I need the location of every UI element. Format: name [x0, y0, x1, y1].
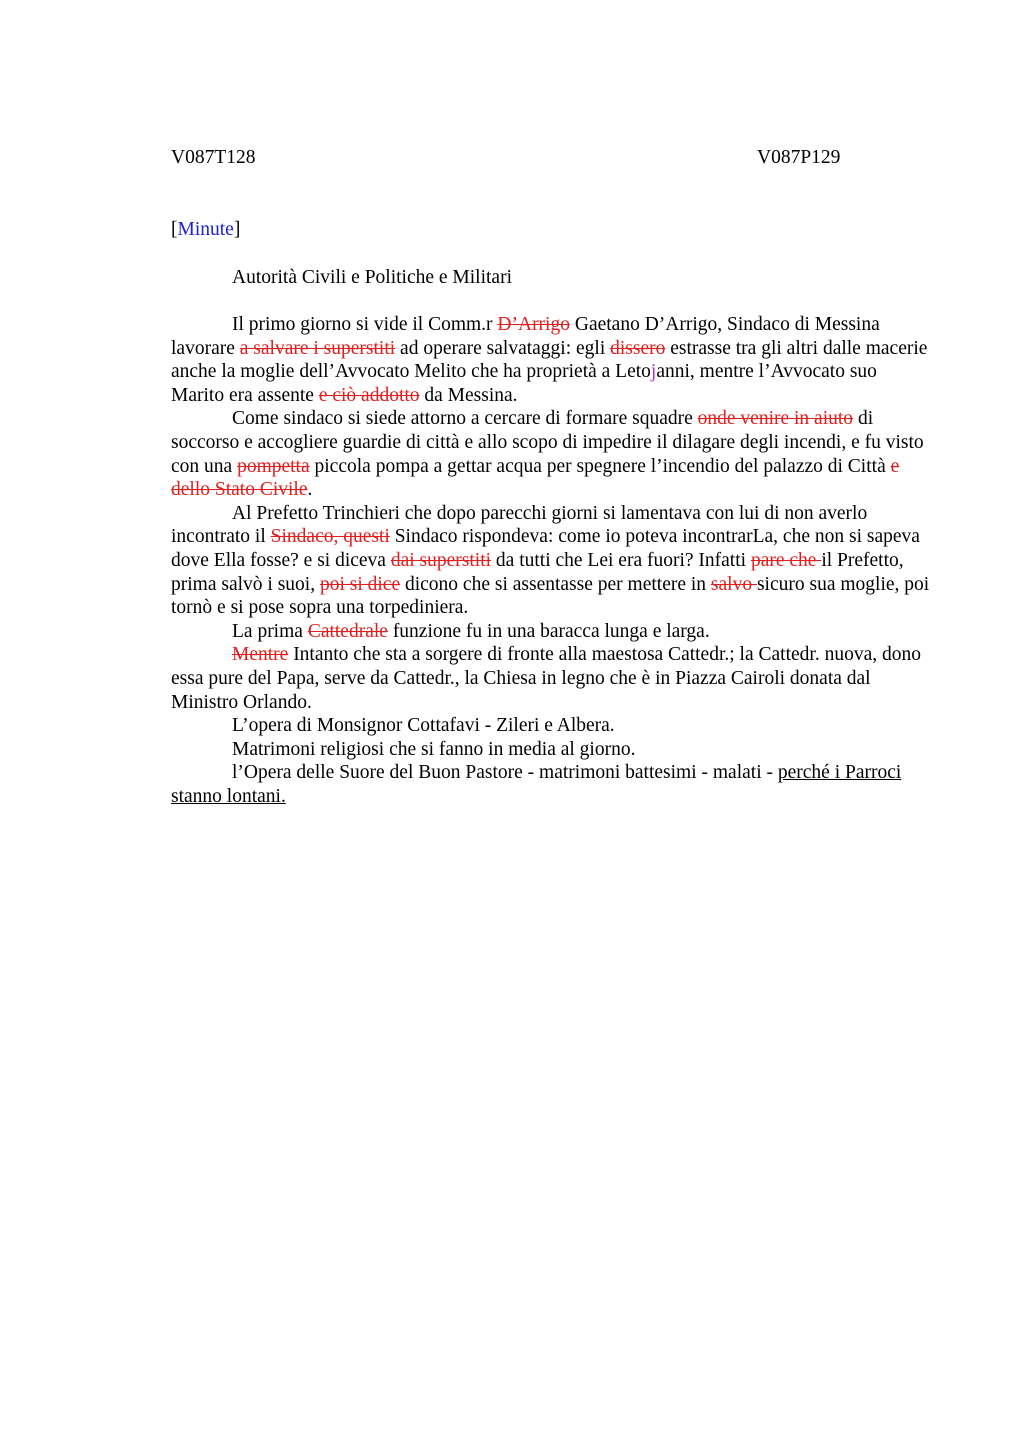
deleted-text: dissero	[610, 337, 666, 359]
text-segment: La prima	[232, 620, 308, 642]
text-segment: Gaetano D’Arrigo, Sindaco di Messina lavorare	[171, 314, 880, 359]
deleted-text: pare che	[750, 549, 822, 571]
text-segment: da Messina.	[419, 384, 518, 406]
text-segment: estrasse tra gli altri dalle macerie anche la moglie dell’Avvocato Melito che ha proprietà a Leto	[171, 337, 928, 383]
text-segment: piccola pompa a gettar acqua per spegnere l’incendio del palazzo di Città	[309, 455, 891, 477]
paragraph	[171, 502, 931, 620]
text-segment: dicono che si assentasse per mettere in	[400, 573, 711, 595]
underlined-text: perché i Parroci stanno lontani.	[171, 762, 902, 807]
minute-open-bracket: [	[171, 219, 178, 240]
minute-label: Minute	[177, 219, 234, 240]
deleted-text: D’Arrigo	[497, 314, 570, 335]
deleted-text: Sindaco, questi	[270, 526, 390, 548]
deleted-text: dai superstiti	[390, 549, 492, 571]
text-segment: di soccorso e accogliere guardie di città e allo scopo di impedire il dilagare degli incendi, e fu visto con una	[171, 408, 924, 477]
paragraph	[171, 643, 931, 714]
deleted-text: e dello Stato Civile	[171, 455, 900, 501]
text-segment: L’opera di Monsignor Cottafavi - Zileri e Albera.	[232, 715, 615, 737]
text-segment: l’Opera delle Suore del Buon Pastore - matrimoni battesimi - malati -	[232, 762, 778, 784]
reference-code-left: V087T128	[171, 147, 256, 168]
deleted-text: pompetta	[237, 455, 310, 477]
deleted-text: poi si dice	[319, 573, 401, 595]
paragraph	[171, 620, 931, 644]
text-segment: Matrimoni religiosi che si fanno in media al giorno.	[232, 738, 636, 760]
text-segment: sicuro sua moglie, poi tornò e si pose sopra una torpediniera.	[171, 573, 930, 619]
text-segment: Al Prefetto Trinchieri che dopo parecchi giorni si lamentava con lui di non averlo incontrato il	[171, 502, 868, 548]
deleted-text: Mentre	[232, 644, 289, 666]
text-segment: anni, mentre l’Avvocato suo Marito era assente	[171, 361, 877, 406]
paragraph	[171, 714, 931, 738]
deleted-text: Cattedrale	[307, 620, 388, 642]
inserted-text: j	[650, 361, 657, 383]
text-segment: Intanto che sta a sorgere di fronte alla maestosa Cattedr.; la Cattedr. nuova, dono essa pure del Papa, serve da Cattedr., la Chiesa in legno che è in Piazza Cairoli donata dal Ministro Orlando.	[171, 644, 921, 713]
paragraph	[171, 738, 931, 762]
text-segment: Come sindaco si siede attorno a cercare di formare squadre	[232, 408, 698, 430]
deleted-text: a salvare i superstiti	[239, 337, 396, 359]
text-segment: il Prefetto, prima salvò i suoi,	[171, 549, 904, 595]
text-segment: funzione fu in una baracca lunga e larga.	[387, 620, 710, 642]
minute-tag	[171, 218, 240, 242]
document-heading: Autorità Civili e Politiche e Militari	[232, 267, 512, 288]
minute-close-bracket: ]	[233, 219, 241, 240]
reference-code-right: V087P129	[757, 147, 841, 168]
deleted-text: onde venire in aiuto	[697, 408, 854, 430]
text-segment: da tutti che Lei era fuori? Infatti	[491, 549, 751, 571]
deleted-text: salvo	[710, 573, 757, 595]
deleted-text: e ciò addotto	[318, 384, 420, 406]
text-segment: Sindaco rispondeva: come io poteva incontrarLa, che non si sapeva dove Ella fosse? e si diceva	[171, 526, 920, 571]
text-segment: .	[307, 479, 313, 501]
paragraph	[171, 313, 931, 407]
text-segment: Il primo giorno si vide il Comm.r	[232, 314, 498, 335]
document-body	[171, 313, 931, 808]
paragraph	[171, 761, 931, 808]
paragraph	[171, 407, 931, 501]
text-segment: ad operare salvataggi: egli	[395, 337, 611, 359]
